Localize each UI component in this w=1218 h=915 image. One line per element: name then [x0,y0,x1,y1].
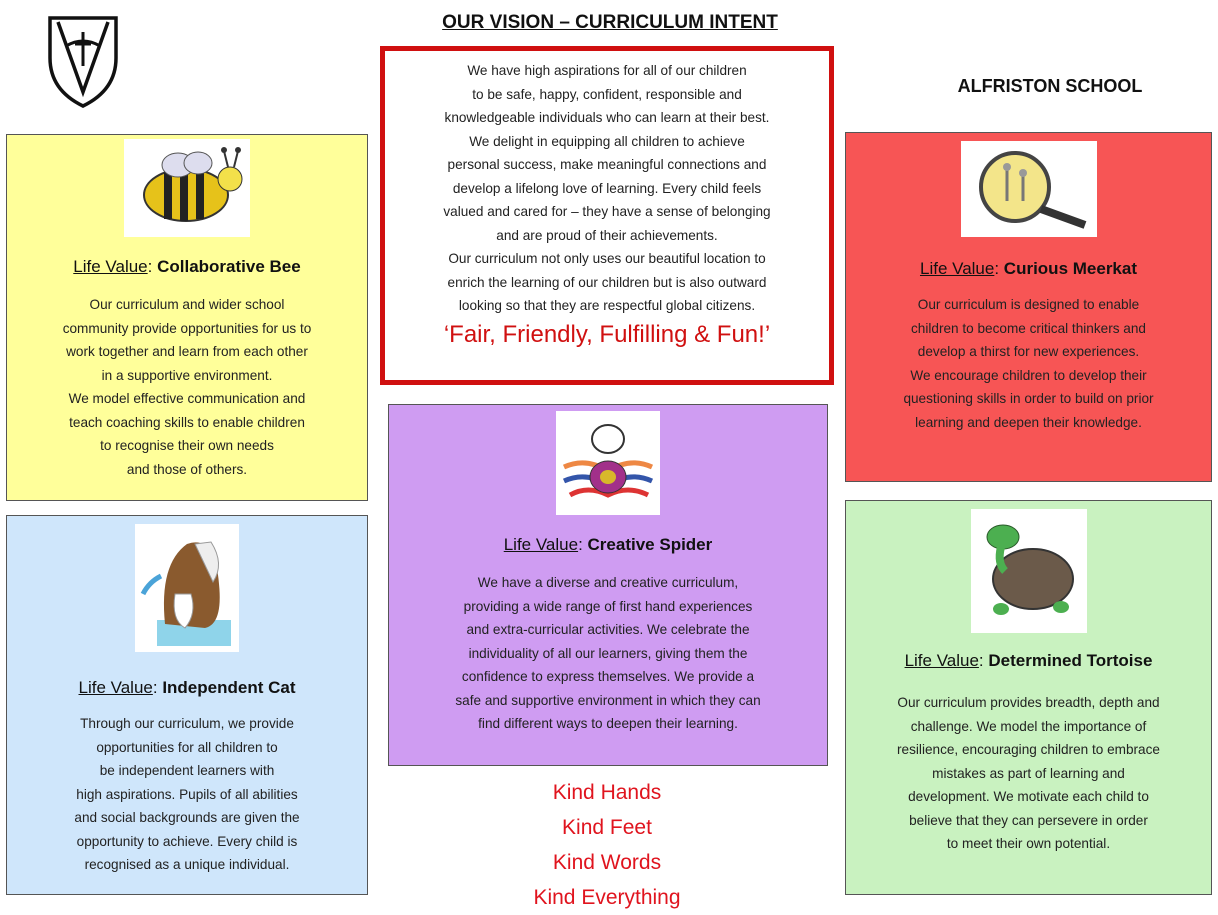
vision-box [380,46,834,385]
school-name: ALFRISTON SCHOOL [957,76,1143,96]
cat-name: Independent Cat [162,678,296,697]
meerkat-name: Curious Meerkat [1003,259,1137,278]
cat-drawing-icon [135,524,239,652]
spider-drawing-icon [556,411,660,515]
value-card-bee [6,134,368,501]
kind-item: Kind Words [552,851,662,874]
spider-name: Creative Spider [587,535,713,554]
life-value-label: Life Value [73,257,148,276]
meerkat-description: Our curriculum is designed to enable children to become critical thinkers and develop a thirst for new experiences. We encourage children to develop their questioning skills in order to build on prior learning and deepen their knowledge. [903,297,1154,430]
vision-text: We have high aspirations for all of our children to be safe, happy, confident, responsible and knowledgeable individuals who can learn at their best. We delight in equipping all children to achieve personal success, make meaningful connections and develop a lifelong love of learning. Every child feels valued and cared for – they have a sense of belonging and are proud of their achievements. Our curriculum not only uses our beautiful location to enrich the learning of our children but is also outward looking so that they are respectful global citizens. [443,63,771,313]
kind-item: Kind Everything [533,886,681,909]
cat-title: Life Value: Independent Cat [78,678,296,697]
bee-name: Collaborative Bee [157,257,301,276]
magnifying-glass-meerkat-icon [961,141,1097,237]
kind-item: Kind Hands [552,781,662,804]
life-value-label: Life Value [503,535,579,554]
shield-crest-icon [42,10,124,110]
cat-description: Through our curriculum, we provide opportunities for all children to be independent learners with high aspirations. Pupils of all abilities and social backgrounds are given the opportunity to achieve. Every child is recognised as a unique individual. [74,716,300,872]
page-title: OUR VISION – CURRICULUM INTENT [442,12,778,33]
tortoise-drawing-icon [971,509,1087,633]
life-value-label: Life Value [904,651,979,670]
value-card-meerkat [845,132,1212,482]
tortoise-description: Our curriculum provides breadth, depth and challenge. We model the importance of resilience, encouraging children to embrace mistakes as part of learning and development. We motivate each child to believe that they can persevere in order to meet their own potential. [897,695,1160,851]
bee-title: Life Value: Collaborative Bee [73,257,301,276]
life-value-label: Life Value [78,678,153,697]
value-card-cat [6,515,368,895]
school-logo [42,10,124,110]
bee-description: Our curriculum and wider school community provide opportunities for us to work together and learn from each other in a supportive environment. We model effective communication and teach coaching skills to enable children to recognise their own needs and those of others. [62,297,312,477]
life-value-label: Life Value [919,259,995,278]
spider-title: Life Value: Creative Spider [503,535,713,554]
kind-item: Kind Feet [562,816,652,839]
value-card-tortoise [845,500,1212,895]
tortoise-title: Life Value: Determined Tortoise [904,651,1153,670]
bee-drawing-icon [124,139,250,237]
spider-description: We have a diverse and creative curriculum, providing a wide range of first hand experiences and extra-curricular activities. We celebrate the individuality of all our learners, giving them the confidence to express themselves. We provide a safe and supportive environment in which they can find different ways to deepen their learning. [455,575,761,731]
vision-motto: ‘Fair, Friendly, Fulfilling & Fun!’ [443,320,771,348]
meerkat-title: Life Value: Curious Meerkat [919,259,1137,278]
tortoise-name: Determined Tortoise [988,651,1153,670]
kind-list [500,775,714,915]
value-card-spider [388,404,828,766]
